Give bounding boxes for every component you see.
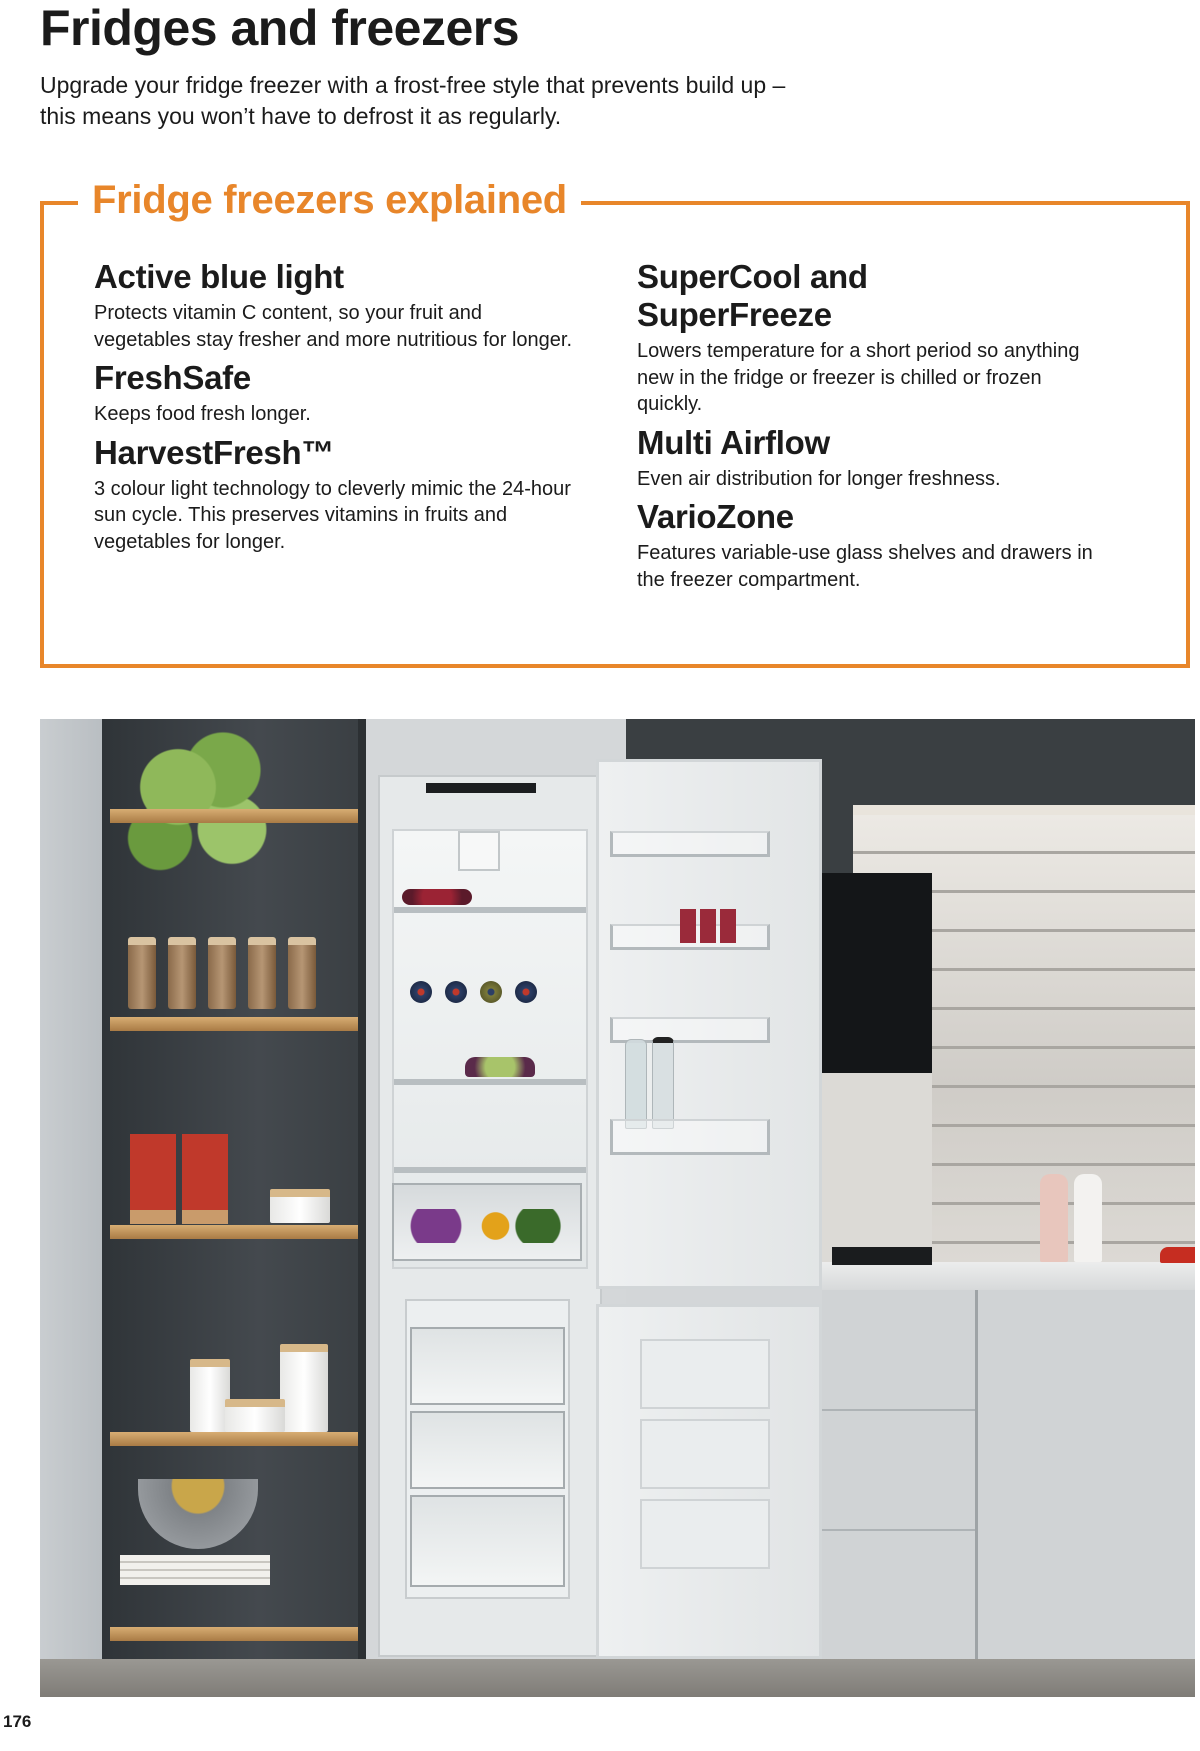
freezer-drawer xyxy=(410,1327,565,1405)
freezer-door-panel xyxy=(640,1419,770,1489)
glass-shelf xyxy=(394,1167,586,1173)
wall xyxy=(40,719,102,1697)
feature-active-blue-light xyxy=(94,258,574,353)
pink-vase xyxy=(1040,1174,1068,1262)
features-right-column xyxy=(637,258,1107,599)
intro-paragraph: Upgrade your fridge freezer with a frost-free style that prevents build up – this means you won’t have to defrost it as regularly. xyxy=(40,72,786,129)
storage-jar xyxy=(288,937,316,1009)
red-canister xyxy=(130,1134,176,1224)
wine-bottle-end xyxy=(515,981,537,1003)
glass-shelf xyxy=(394,1079,586,1085)
feature-description: Features variable-use glass shelves and drawers in the freezer compartment. xyxy=(637,542,1093,591)
freezer-door-panel xyxy=(640,1499,770,1569)
storage-jar xyxy=(128,937,156,1009)
page-number: 176 xyxy=(3,1712,32,1731)
storage-jar xyxy=(208,937,236,1009)
feature-heading: FreshSafe xyxy=(94,359,251,396)
feature-description: Even air distribution for longer freshness. xyxy=(637,467,1001,490)
cabinet-seam xyxy=(822,1529,975,1531)
feature-harvestfresh xyxy=(94,434,574,556)
feature-heading: Multi Airflow xyxy=(637,423,830,461)
led-light-strip xyxy=(853,805,1195,815)
wooden-shelf xyxy=(110,809,360,823)
stacked-bowls xyxy=(270,1189,330,1223)
red-canister xyxy=(182,1134,228,1224)
feature-variozone xyxy=(637,498,1107,593)
door-shelf xyxy=(610,831,770,857)
explained-heading: Fridge freezers explained xyxy=(78,174,581,226)
juice-bottles xyxy=(680,909,740,943)
wine-bottle-end xyxy=(480,981,502,1003)
stacked-books xyxy=(120,1555,270,1585)
no-frost-panel xyxy=(458,831,500,871)
wine-bottle-end xyxy=(410,981,432,1003)
page-title: Fridges and freezers xyxy=(40,0,520,56)
wooden-shelf xyxy=(110,1627,360,1641)
water-bottle xyxy=(652,1037,674,1129)
storage-jar xyxy=(168,937,196,1009)
features-left-column xyxy=(94,258,574,561)
vegetables xyxy=(402,1209,572,1243)
feature-description: 3 colour light technology to cleverly mimic the 24-hour sun cycle. This preserves vitamins in fruits and vegetables for longer. xyxy=(94,477,571,553)
wine-bottle-end xyxy=(445,981,467,1003)
feature-heading: HarvestFresh™ xyxy=(94,433,335,471)
feature-heading: SuperCool and SuperFreeze xyxy=(637,258,868,333)
gas-hob xyxy=(832,1247,932,1265)
feature-supercool-superfreeze xyxy=(637,258,1107,418)
berries xyxy=(402,889,472,905)
feature-description: Lowers temperature for a short period so anything new in the fridge or freezer is chilled or frozen quickly. xyxy=(637,340,1080,415)
water-bottle xyxy=(625,1039,647,1129)
door-shelf xyxy=(610,1119,770,1155)
red-cloth xyxy=(1160,1247,1195,1263)
wooden-floor xyxy=(40,1659,1195,1697)
wooden-shelf xyxy=(110,1432,360,1446)
white-canister xyxy=(225,1399,285,1432)
feature-heading: VarioZone xyxy=(637,498,794,535)
grapes xyxy=(465,1057,535,1077)
feature-description: Protects vitamin C content, so your fruit and vegetables stay fresher and more nutritious for longer. xyxy=(94,302,573,351)
white-canister xyxy=(190,1359,230,1432)
feature-multi-airflow xyxy=(637,424,1107,493)
wooden-shelf xyxy=(110,1017,360,1031)
feature-heading: Active blue light xyxy=(94,258,344,295)
freezer-door-panel xyxy=(640,1339,770,1409)
hanging-plant xyxy=(106,719,286,889)
freezer-drawer xyxy=(410,1411,565,1489)
glass-shelf xyxy=(394,907,586,913)
white-canister xyxy=(280,1344,328,1432)
white-vase xyxy=(1074,1174,1102,1262)
kitchen-fridge-freezer-photo xyxy=(40,719,1195,1697)
feature-description: Keeps food fresh longer. xyxy=(94,403,311,425)
countertop xyxy=(822,1262,1195,1290)
wooden-shelf xyxy=(110,1225,360,1239)
cabinet-seam xyxy=(975,1290,978,1659)
freezer-drawer xyxy=(410,1495,565,1587)
backsplash xyxy=(822,1073,932,1262)
control-panel xyxy=(426,783,536,793)
kitchen-cabinets xyxy=(822,1290,1195,1659)
built-in-oven xyxy=(822,873,932,1073)
cabinet-seam xyxy=(822,1409,975,1411)
storage-jar xyxy=(248,937,276,1009)
feature-freshsafe xyxy=(94,359,574,428)
